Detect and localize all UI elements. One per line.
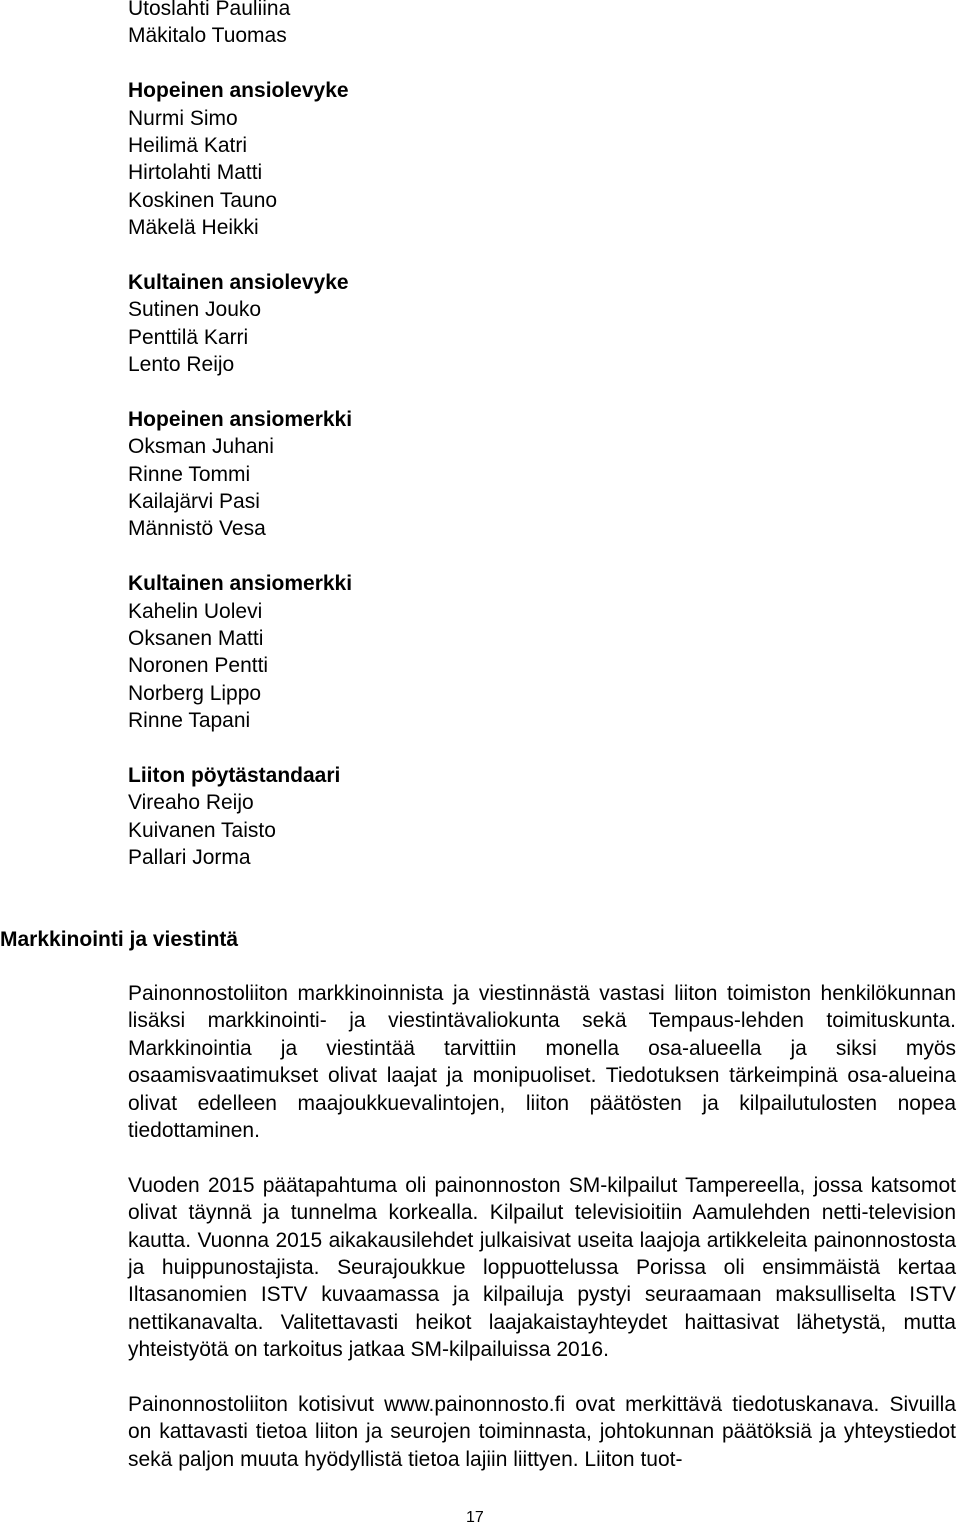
recipient-name: Norberg Lippo: [128, 681, 262, 705]
recipient-name: Heilimä Katri: [128, 133, 248, 157]
page-number: 17: [466, 1509, 484, 1526]
paragraph: Vuoden 2015 päätapahtuma oli painonnoston SM-kilpailut Tampereella, jossa katsomot olivat täynnä ja tunnelma korkealla. Kilpailut televisioitiin Aamulehden netti-television kautta. Vuonna 2015 aikakausilehdet julkaisivat useita laajoja artikkeleita painonnostosta ja huippunostajista. Seurajoukkue loppuottelussa Porissa oli ensimmäistä kertaa Iltasanomien ISTV kuvaamassa ja kilpailuja pystyi seuraamaan maksulliselta ISTV nettikanavalta. Valitettavasti heikot laajakaistayhteydet haittasivat lähetystä, mutta yhteistyötä on tarkoitus jatkaa SM-kilpailuissa 2016.: [128, 1173, 956, 1362]
recipient-name: Koskinen Tauno: [128, 188, 278, 212]
award-group: [128, 269, 908, 379]
award-group: [128, 77, 908, 241]
recipient-name: Sutinen Jouko: [128, 298, 262, 322]
recipient-name: Penttilä Karri: [128, 325, 249, 349]
award-heading: Hopeinen ansiomerkki: [128, 407, 353, 431]
award-group: [128, 0, 908, 50]
award-group: [128, 762, 908, 872]
recipient-name: Rinne Tommi: [128, 462, 251, 486]
award-recipients-list: [128, 0, 908, 899]
recipient-name: Kuivanen Taisto: [128, 818, 276, 842]
recipient-name: Nurmi Simo: [128, 106, 238, 130]
recipient-name: Rinne Tapani: [128, 709, 251, 733]
paragraph: Painonnostoliiton markkinoinnista ja viestinnästä vastasi liiton toimiston henkilökunnan lisäksi markkinointi- ja viestintävaliokunta sekä Tempaus-lehden toimituskunta. Markkinointia ja viestintää tarvittiin monella osa-alueella ja siksi myös osaamisvaatimukset olivat laajat ja monipuoliset. Tiedotuksen tärkeimpinä osa-alueina olivat edelleen maajoukkuevalintojen, liiton päätösten ja kilpailutulosten nopea tiedottaminen.: [128, 982, 956, 1143]
recipient-name: Lento Reijo: [128, 353, 235, 377]
award-group: [128, 570, 908, 734]
section-heading: Markkinointi ja viestintä: [0, 928, 239, 951]
award-heading: Kultainen ansiomerkki: [128, 572, 353, 596]
recipient-name: Mäkitalo Tuomas: [128, 24, 287, 48]
recipient-name: Hirtolahti Matti: [128, 161, 263, 185]
award-heading: Kultainen ansiolevyke: [128, 270, 349, 294]
award-heading: Hopeinen ansiolevyke: [128, 79, 349, 103]
recipient-name: Oksanen Matti: [128, 626, 264, 650]
recipient-name: Mäkelä Heikki: [128, 216, 259, 240]
recipient-name: Noronen Pentti: [128, 654, 269, 678]
award-group: [128, 406, 908, 543]
recipient-name: Pallari Jorma: [128, 846, 251, 870]
recipient-name: Utoslahti Pauliina: [128, 0, 291, 20]
award-heading: Liiton pöytästandaari: [128, 763, 341, 787]
section-body: [128, 980, 956, 1501]
recipient-name: Kahelin Uolevi: [128, 599, 263, 623]
recipient-name: Männistö Vesa: [128, 517, 266, 541]
recipient-name: Vireaho Reijo: [128, 791, 254, 815]
paragraph: Painonnostoliiton kotisivut www.painonnosto.fi ovat merkittävä tiedotuskanava. Sivuilla on kattavasti tietoa liiton ja seurojen toiminnasta, johtokunnan päätöksiä ja yhteystiedot sekä paljon muuta hyödyllistä tietoa lajiin liittyen. Liiton tuot-: [128, 1393, 956, 1471]
recipient-name: Kailajärvi Pasi: [128, 490, 260, 514]
recipient-name: Oksman Juhani: [128, 435, 274, 459]
